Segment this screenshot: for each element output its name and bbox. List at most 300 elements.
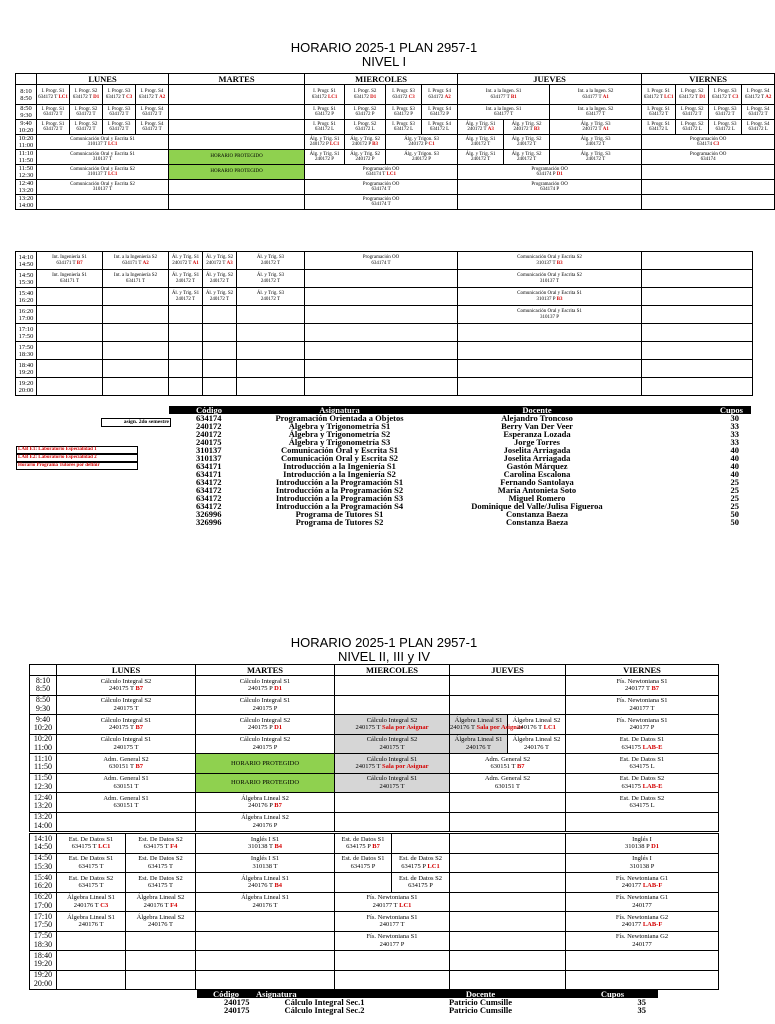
time-slot: 12:40 13:20 <box>30 793 57 813</box>
class-cell: Comunicación Oral y Escrita S1 310137 P B3 <box>458 288 642 306</box>
class-cell: Álg. y Trig. S2 240172 T <box>504 150 550 165</box>
sheet2-course-table <box>197 990 658 1014</box>
class-cell <box>169 360 203 378</box>
time-slot: 11:10 11:50 <box>30 754 57 774</box>
class-cell: Álg. y Trig. S1 240172 P <box>305 150 345 165</box>
course-name: Álgebra y Trigonometría S1 <box>288 421 391 431</box>
course-teacher: Joselita Arriagada <box>503 445 571 455</box>
schedule-row <box>16 342 753 360</box>
class-cell <box>335 951 450 971</box>
schedule-row <box>16 324 753 342</box>
schedule-row <box>30 715 719 735</box>
class-cell: I. Progr. S1 634172 L <box>642 120 676 135</box>
course-name: Programación Orientada a Objetos <box>275 413 404 423</box>
class-cell <box>335 793 450 813</box>
class-cell: Fís. Newtoniana G1 240177 LAB-F <box>566 873 719 893</box>
class-cell <box>642 252 753 270</box>
course-row <box>169 454 751 462</box>
time-slot: 15:40 16:20 <box>30 873 57 893</box>
class-cell <box>126 951 196 971</box>
course-name: Comunicación Oral y Escrita S2 <box>280 453 399 463</box>
class-cell: Comunicación Oral y Escrita S2 310137 T B3 <box>458 252 642 270</box>
course-row <box>169 422 751 430</box>
schedule-row <box>30 695 719 715</box>
class-cell: I. Progr. S3 634172 T C3 <box>709 85 742 105</box>
schedule-row <box>30 951 719 971</box>
room-code: F4 <box>170 901 178 909</box>
class-cell: Álgebra Lineal S1 240176 T C3 <box>57 892 126 912</box>
day-header: JUEVES <box>458 74 642 85</box>
class-cell: Ál. y Trig. S3 240172 T <box>237 252 305 270</box>
course-code: 240175 <box>224 1005 250 1015</box>
class-cell: I. Progr. S1 634172 LC1 <box>305 85 345 105</box>
course-row <box>169 438 751 446</box>
class-cell: Ál. y Trig. S2 240172 T <box>203 270 237 288</box>
class-cell: Álg. y Trig. S2 240172 P B3 <box>345 135 386 150</box>
room-code: C1 <box>428 142 435 147</box>
class-cell: Comunicación Oral y Escrita S2 310137 T <box>458 270 642 288</box>
class-cell: Adm. General S1 630151 T <box>57 773 196 793</box>
course-teacher: Esperanza Lozada <box>503 429 571 439</box>
room-code: A1 <box>192 260 199 266</box>
course-code: 634171 <box>196 461 222 471</box>
class-cell: Álg. y Trigon. S3 240172 P <box>386 150 458 165</box>
room-code: A3 <box>487 127 494 132</box>
room-code: B7 <box>76 260 83 266</box>
time-slot: 8:50 9:30 <box>16 105 37 120</box>
col-header-quota: Cupos <box>567 990 658 998</box>
class-cell <box>169 195 305 210</box>
course-teacher: Patricio Cumsille <box>448 997 513 1007</box>
course-row <box>197 998 658 1006</box>
class-cell <box>37 378 103 396</box>
course-row <box>169 446 751 454</box>
room-code: D1 <box>651 843 660 851</box>
class-cell <box>169 105 305 120</box>
class-cell: Álgebra Lineal S1 240176 T <box>196 892 335 912</box>
day-header: MIERCOLES <box>305 74 458 85</box>
course-quota: 33 <box>730 421 739 431</box>
class-cell: Est. De Datos S2 634175 T <box>126 853 196 873</box>
class-cell: Adm. General S2 630151 T B7 <box>450 754 566 774</box>
class-cell <box>103 378 169 396</box>
class-cell: Álg. y Trig. S3 240172 T <box>550 135 642 150</box>
course-code: 310137 <box>196 445 222 455</box>
class-cell: Fís. Newtoniana S1 240177 T <box>335 912 450 932</box>
course-teacher: Dominique del Valle/Julisa Figueroa <box>471 501 603 511</box>
class-cell <box>237 324 305 342</box>
class-cell: I. Progr. S2 634172 L <box>676 120 709 135</box>
course-row <box>169 486 751 494</box>
class-cell <box>305 360 458 378</box>
time-slot: 10:20 11:00 <box>30 734 57 754</box>
class-cell: Cálculo Integral S2 240175 P D1 <box>196 715 335 735</box>
class-cell: Álgebra Lineal S2 240176 T F4 <box>126 892 196 912</box>
class-cell <box>169 135 305 150</box>
class-cell <box>335 970 450 990</box>
class-cell: Est. De Datos S1 634175 L <box>566 754 719 774</box>
class-cell: Est. De Datos S1 634175 LAB-E <box>566 734 719 754</box>
class-cell: I. Progr. S4 634172 A2 <box>422 85 458 105</box>
room-code: B4 <box>274 843 283 851</box>
time-slot: 14:10 14:50 <box>30 834 57 854</box>
schedule-row <box>16 360 753 378</box>
class-cell <box>305 288 458 306</box>
schedule-row <box>16 165 775 180</box>
course-row <box>169 518 751 526</box>
col-header-code: Código <box>169 406 247 414</box>
day-header: MARTES <box>196 665 335 676</box>
room-code: LC1 <box>664 94 674 100</box>
class-cell: Ál. y Trig. S3 240172 T <box>237 270 305 288</box>
class-cell: I. Progr. S2 634172 T <box>70 105 103 120</box>
class-cell <box>642 195 775 210</box>
schedule-row <box>16 252 753 270</box>
class-cell: Ál. y Trig. S2 240172 T A3 <box>203 252 237 270</box>
class-cell: I. Progr. S4 634172 T <box>742 105 775 120</box>
col-header-subject: Asignatura <box>247 406 432 414</box>
class-cell: I. Progr. S1 634172 P <box>305 105 345 120</box>
class-cell: I. Progr. S2 634172 T D1 <box>70 85 103 105</box>
class-cell: Programación OO 634174 T LC1 <box>305 165 458 180</box>
class-cell <box>642 360 753 378</box>
room-code: Sala por Asignar <box>476 724 523 732</box>
class-cell: Comunicación Oral y Escrita S1 310137 T <box>37 150 169 165</box>
schedule-row <box>30 734 719 754</box>
class-cell: Programación OO 634174 T <box>305 180 458 195</box>
course-teacher: Fernando Santolaya <box>500 477 574 487</box>
time-slot: 12:40 13:20 <box>16 180 37 195</box>
protected-slot: HORARIO PROTEGIDO <box>196 754 335 774</box>
course-quota: 25 <box>730 485 739 495</box>
time-slot: 14:10 14:50 <box>16 252 37 270</box>
room-code: LAB-E <box>642 782 663 790</box>
schedule-row <box>16 150 775 165</box>
class-cell: I. Progr. S2 634172 T D1 <box>676 85 709 105</box>
class-cell <box>37 324 103 342</box>
class-cell <box>335 695 450 715</box>
corner-cell <box>16 74 37 85</box>
class-cell: Cálculo Integral S2 240175 T <box>335 734 450 754</box>
class-cell: Int. a la Ingen. S1 634177 T <box>458 105 550 120</box>
course-quota: 25 <box>730 477 739 487</box>
day-header: JUEVES <box>450 665 566 676</box>
room-code: A2 <box>765 94 772 100</box>
time-slot: 9:40 10:20 <box>16 120 37 135</box>
course-teacher: Gastón Márquez <box>506 461 568 471</box>
class-cell: Programación OO 634174 C3 <box>642 135 775 150</box>
room-code: LC1 <box>399 901 412 909</box>
course-name: Cálculo Integral Sec.2 <box>284 1005 365 1015</box>
class-cell: I. Progr. S4 634172 T A2 <box>136 85 169 105</box>
class-cell <box>169 85 305 105</box>
course-name: Álgebra y Trigonometría S3 <box>288 437 391 447</box>
class-cell: Ál. y Trig. S3 240172 T <box>237 288 305 306</box>
class-cell: Int. a la Ingeniería S2 634171 T A2 <box>103 252 169 270</box>
time-slot: 8:10 8:50 <box>16 85 37 105</box>
course-name: Introducción a la Programación S1 <box>275 477 404 487</box>
class-cell <box>103 342 169 360</box>
class-cell: Programación OO 634174 P D1 <box>458 165 642 180</box>
class-cell: I. Progr. S4 634172 P <box>422 105 458 120</box>
class-cell <box>566 951 719 971</box>
class-cell: Adm. General S2 630151 T B7 <box>57 754 196 774</box>
empty-cell <box>450 970 566 990</box>
schedule-row <box>16 195 775 210</box>
room-code: B3 <box>533 127 540 132</box>
class-cell: Álg. y Trig. S2 240172 P <box>345 150 386 165</box>
course-row <box>169 478 751 486</box>
room-code: LC1 <box>58 94 68 100</box>
schedule-row <box>30 773 719 793</box>
course-quota: 33 <box>730 429 739 439</box>
class-cell: Álgebra Lineal S2 240176 T <box>126 912 196 932</box>
class-cell <box>450 695 566 715</box>
class-cell: I. Progr. S3 634172 L <box>386 120 422 135</box>
class-cell <box>57 931 126 951</box>
schedule-row <box>30 676 719 696</box>
class-cell <box>103 288 169 306</box>
day-header: LUNES <box>57 665 196 676</box>
course-quota: 40 <box>730 469 739 479</box>
class-cell: Int. Ingeniería S1 634171 T B7 <box>37 252 103 270</box>
class-cell: Est. De Datos S2 634175 LAB-E <box>566 773 719 793</box>
course-row <box>197 1006 658 1014</box>
class-cell: I. Progr. S4 634172 T <box>136 105 169 120</box>
time-slot: 11:50 12:30 <box>30 773 57 793</box>
class-cell: Álgebra Lineal S2 240176 P B7 <box>196 793 335 813</box>
room-code: B7 <box>135 724 144 732</box>
room-code: D1 <box>699 94 706 100</box>
class-cell: Álg. y Trig. S1 240172 P LC1 <box>305 135 345 150</box>
class-cell <box>37 195 169 210</box>
class-cell: I. Progr. S2 634172 D1 <box>345 85 386 105</box>
empty-cell <box>450 873 566 893</box>
class-cell <box>566 970 719 990</box>
class-cell: Álgebra Lineal S1 240176 T B4 <box>196 873 335 893</box>
col-header-subject: Asignatura <box>255 990 394 998</box>
course-name: Álgebra y Trigonometría S2 <box>288 429 391 439</box>
schedule-row <box>16 120 775 135</box>
class-cell: Ál. y Trig. S1 240172 T A1 <box>169 252 203 270</box>
protected-slot: HORARIO PROTEGIDO <box>196 773 335 793</box>
class-cell <box>305 342 458 360</box>
class-cell: Comunicación Oral y Escrita S1 310137 T LC1 <box>37 135 169 150</box>
course-code: 240175 <box>224 997 250 1007</box>
room-code: LC1 <box>427 862 440 870</box>
schedule-row <box>30 873 719 893</box>
sheet2-pm-grid <box>29 833 719 990</box>
class-cell: Cálculo Integral S1 240175 T Sala por Asignar <box>335 754 450 774</box>
class-cell: Adm. General S2 630151 T <box>450 773 566 793</box>
class-cell <box>237 360 305 378</box>
class-cell: Est. de Datos S1 634175 P <box>335 853 392 873</box>
class-cell: Álg. y Trig. S1 240172 T A3 <box>458 120 504 135</box>
course-quota: 40 <box>730 461 739 471</box>
empty-cell <box>450 892 566 912</box>
class-cell: Álg. y Trig. S2 240172 T B3 <box>504 120 550 135</box>
course-quota: 40 <box>730 453 739 463</box>
room-code: LC1 <box>107 172 118 177</box>
course-row <box>169 462 751 470</box>
class-cell <box>305 378 458 396</box>
class-cell: Adm. General S1 630151 T <box>57 793 196 813</box>
class-cell: I. Progr. S2 634172 L <box>345 120 386 135</box>
course-code: 240172 <box>196 421 222 431</box>
class-cell: Fís. Newtoniana S1 240177 T LC1 <box>335 892 450 912</box>
class-cell: I. Progr. S4 634172 L <box>742 120 775 135</box>
course-quota: 25 <box>730 493 739 503</box>
class-cell: I. Progr. S2 634172 T <box>676 105 709 120</box>
time-slot: 16:20 17:00 <box>16 306 37 324</box>
time-slot: 11:10 11:50 <box>16 150 37 165</box>
legend-item: Horario Programa Tutores por definir <box>16 462 138 470</box>
class-cell <box>566 812 719 832</box>
class-cell: Cálculo Integral S1 240175 P <box>196 695 335 715</box>
empty-cell <box>450 912 566 932</box>
class-cell: I. Progr. S3 634172 L <box>709 120 742 135</box>
room-code: C3 <box>126 94 133 100</box>
room-code: C3 <box>408 94 415 100</box>
class-cell: Comunicación Oral y Escrita S2 310137 T <box>37 180 169 195</box>
course-name: Introducción a la Programación S2 <box>275 485 404 495</box>
time-slot: 13:20 14:00 <box>16 195 37 210</box>
class-cell <box>458 342 642 360</box>
class-cell: Comunicación Oral y Escrita S1 310137 P <box>458 306 642 324</box>
course-teacher: Alejandro Troncoso <box>501 413 573 423</box>
sheet1-course-table <box>169 406 751 526</box>
time-slot: 10:20 11:00 <box>16 135 37 150</box>
protected-slot: HORARIO PROTEGIDO <box>169 165 305 180</box>
class-cell: Álg. y Trig. S2 240172 T <box>504 135 550 150</box>
schedule-row <box>16 85 775 105</box>
room-code: A1 <box>602 94 609 100</box>
room-code: A2 <box>159 94 166 100</box>
class-cell: I. Progr. S4 634172 T <box>136 120 169 135</box>
time-slot: 17:10 17:50 <box>30 912 57 932</box>
room-code: C3 <box>713 142 720 147</box>
class-cell <box>335 676 450 696</box>
room-code: A2 <box>444 94 451 100</box>
class-cell: Int. a la Ingen. S2 634177 T A1 <box>550 85 642 105</box>
class-cell: Fís. Newtoniana S1 240177 P <box>335 931 450 951</box>
sheet1-title: HORARIO 2025-1 PLAN 2957-1 <box>290 40 478 55</box>
time-slot: 8:10 8:50 <box>30 676 57 696</box>
course-quota: 35 <box>637 997 646 1007</box>
room-code: LC1 <box>107 142 118 147</box>
class-cell <box>196 931 335 951</box>
time-slot: 18:40 19:20 <box>30 951 57 971</box>
course-teacher: María Antonieta Soto <box>497 485 577 495</box>
course-name: Introducción a la Programación S3 <box>275 493 404 503</box>
course-name: Comunicación Oral y Escrita S1 <box>280 445 399 455</box>
class-cell <box>37 342 103 360</box>
empty-cell <box>450 951 566 971</box>
class-cell <box>305 324 458 342</box>
room-code: LAB-E <box>642 743 663 751</box>
sheet1-pm-grid <box>15 251 753 396</box>
room-code: B4 <box>274 882 283 890</box>
room-code: B7 <box>372 843 380 851</box>
class-cell: Est. De Datos S2 634175 L <box>566 793 719 813</box>
class-cell: Int. a la Ingen. S2 634177 T <box>550 105 642 120</box>
room-code: D1 <box>370 94 377 100</box>
course-code: 634172 <box>196 493 222 503</box>
schedule-row <box>30 853 719 873</box>
class-cell: I. Progr. S3 634172 P <box>386 105 422 120</box>
course-code: 634172 <box>196 501 222 511</box>
class-cell: I. Progr. S1 634172 T <box>37 120 70 135</box>
class-cell: Cálculo Integral S2 240175 T B7 <box>57 676 196 696</box>
class-cell: Cálculo Integral S2 240175 P <box>196 734 335 754</box>
class-cell: I. Progr. S3 634172 C3 <box>386 85 422 105</box>
class-cell: Programación OO 634174 T <box>305 252 458 270</box>
class-cell: Inglés I S1 310138 T <box>196 853 335 873</box>
class-cell <box>169 306 203 324</box>
class-cell <box>103 306 169 324</box>
second-semester-label: asign. 2do semestre <box>101 418 171 427</box>
col-header-code: Código <box>197 990 255 998</box>
class-cell: Est. de Datos S1 634175 P B7 <box>335 834 392 854</box>
schedule-row <box>30 812 719 832</box>
time-slot: 13:20 14:00 <box>30 812 57 832</box>
schedule-row <box>30 754 719 774</box>
class-cell: I. Progr. S2 634172 T <box>70 120 103 135</box>
room-code: B7 <box>135 763 144 771</box>
class-cell: Ál. y Trig. S1 240172 T <box>169 288 203 306</box>
class-cell: I. Progr. S3 634172 T <box>103 105 136 120</box>
class-cell: Inglés I 310138 P D1 <box>566 834 719 854</box>
class-cell: Est. De Datos S1 634175 T LC1 <box>57 834 126 854</box>
class-cell <box>37 306 103 324</box>
class-cell: I. Progr. S2 634172 P <box>345 105 386 120</box>
course-code: 634172 <box>196 477 222 487</box>
room-code: LC1 <box>98 843 111 851</box>
class-cell: Álgebra Lineal S2 240176 T LC1 <box>508 715 566 735</box>
class-cell: Álgebra Lineal S1 240176 T <box>450 734 508 754</box>
room-code: B3 <box>556 260 563 266</box>
class-cell: I. Progr. S3 634172 T C3 <box>103 85 136 105</box>
class-cell <box>642 306 753 324</box>
class-cell: I. Progr. S1 634172 L <box>305 120 345 135</box>
sheet2-subtitle: NIVEL II, III y IV <box>338 649 430 664</box>
schedule-row <box>16 288 753 306</box>
room-code: B7 <box>516 763 525 771</box>
room-code: A1 <box>602 127 609 132</box>
empty-cell <box>450 931 566 951</box>
course-teacher: Constanza Baeza <box>505 509 569 519</box>
class-cell: Fís. Newtoniana S1 240177 P <box>566 715 719 735</box>
room-code: B3 <box>556 296 563 302</box>
col-header-teacher: Docente <box>394 990 567 998</box>
class-cell <box>169 378 203 396</box>
time-slot: 18:40 19:20 <box>16 360 37 378</box>
course-code: 634171 <box>196 469 222 479</box>
class-cell <box>450 793 566 813</box>
course-row <box>169 502 751 510</box>
day-header: MIERCOLES <box>335 665 450 676</box>
class-cell: Álgebra Lineal S2 240176 P <box>196 812 335 832</box>
time-slot: 17:10 17:50 <box>16 324 37 342</box>
class-cell: Inglés I S1 310138 T B4 <box>196 834 335 854</box>
class-cell: Programación OO 634174 <box>642 150 775 165</box>
class-cell <box>237 306 305 324</box>
course-row <box>169 494 751 502</box>
class-cell: I. Progr. S3 634172 T <box>103 120 136 135</box>
time-slot: 17:50 18:30 <box>16 342 37 360</box>
time-slot: 11:50 12:30 <box>16 165 37 180</box>
legend-item: LAB E1: Laboratorio Especialidad 1 <box>16 446 138 454</box>
